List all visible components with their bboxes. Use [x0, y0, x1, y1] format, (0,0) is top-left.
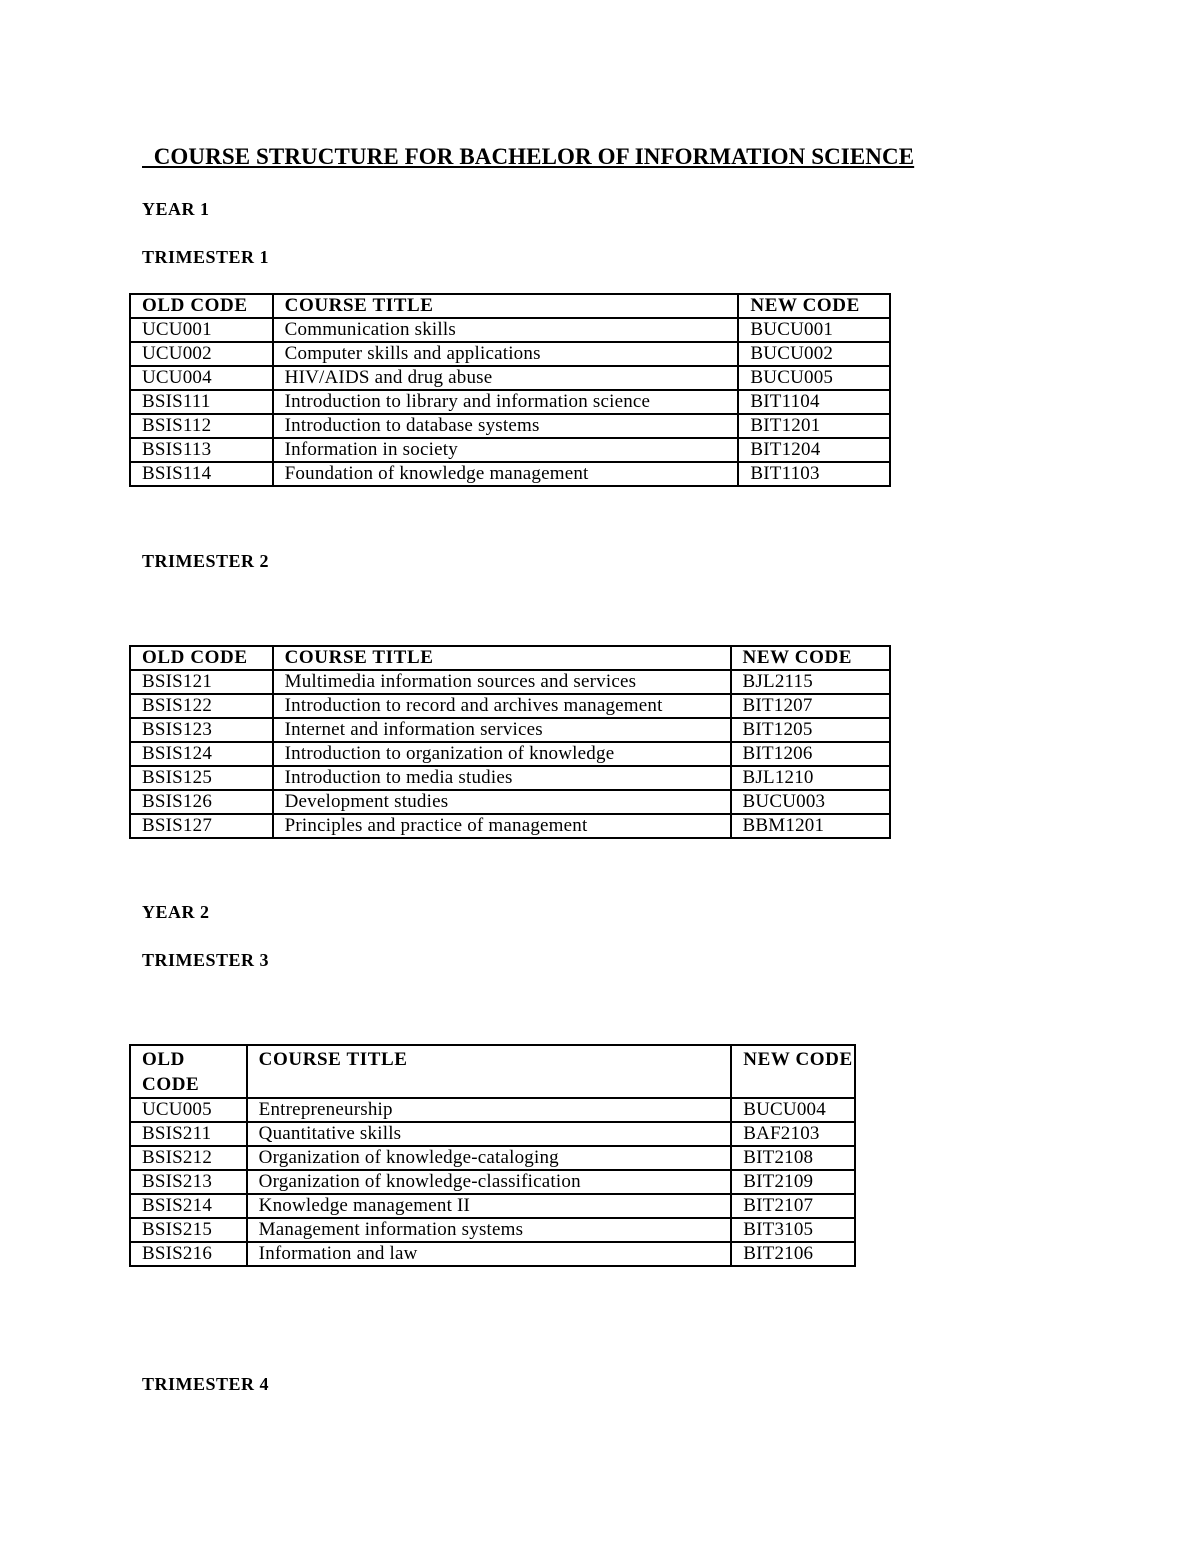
course-title-cell: Organization of knowledge-classification: [247, 1170, 732, 1194]
course-title-cell: Entrepreneurship: [247, 1098, 732, 1122]
table-row: [130, 814, 890, 838]
old-code-cell: BSIS215: [130, 1218, 247, 1242]
new-code-header: NEW CODE: [731, 1045, 855, 1098]
table-row: [130, 342, 890, 366]
year-1-heading: YEAR 1: [142, 199, 210, 219]
trimester-1-course-table: [129, 293, 891, 487]
new-code-cell: BIT1103: [738, 462, 890, 486]
course-title-cell: Principles and practice of management: [273, 814, 731, 838]
course-title-cell: Multimedia information sources and services: [273, 670, 731, 694]
course-title-cell: Development studies: [273, 790, 731, 814]
old-code-cell: BSIS214: [130, 1194, 247, 1218]
course-title-header: COURSE TITLE: [273, 646, 731, 670]
old-code-cell: UCU005: [130, 1098, 247, 1122]
course-title-cell: Introduction to library and information science: [273, 390, 739, 414]
old-code-cell: BSIS211: [130, 1122, 247, 1146]
table-header-row: [130, 1045, 855, 1098]
table-row: [130, 1122, 855, 1146]
table-row: [130, 718, 890, 742]
old-code-cell: BSIS113: [130, 438, 273, 462]
old-code-cell: BSIS212: [130, 1146, 247, 1170]
new-code-cell: BJL1210: [731, 766, 890, 790]
course-title-cell: Introduction to organization of knowledge: [273, 742, 731, 766]
old-code-cell: BSIS111: [130, 390, 273, 414]
new-code-cell: BIT1201: [738, 414, 890, 438]
course-title-cell: Computer skills and applications: [273, 342, 739, 366]
course-title-cell: Information and law: [247, 1242, 732, 1266]
table-row: [130, 390, 890, 414]
new-code-cell: BAF2103: [731, 1122, 855, 1146]
old-code-cell: BSIS213: [130, 1170, 247, 1194]
table-row: [130, 1098, 855, 1122]
year-2-heading: YEAR 2: [142, 902, 210, 922]
trimester-4-heading: TRIMESTER 4: [142, 1374, 270, 1394]
trimester-2-course-table: [129, 645, 891, 839]
table-row: [130, 742, 890, 766]
course-title-header: COURSE TITLE: [247, 1045, 732, 1098]
new-code-cell: BIT2106: [731, 1242, 855, 1266]
table-header-row: [130, 294, 890, 318]
table-row: [130, 1170, 855, 1194]
old-code-cell: BSIS121: [130, 670, 273, 694]
old-code-cell: BSIS122: [130, 694, 273, 718]
old-code-header: OLD CODE: [130, 1045, 247, 1098]
new-code-header: NEW CODE: [738, 294, 890, 318]
table-row: [130, 318, 890, 342]
page-title: COURSE STRUCTURE FOR BACHELOR OF INFORMATION SCIENCE: [142, 144, 915, 169]
new-code-cell: BIT2109: [731, 1170, 855, 1194]
old-code-cell: BSIS126: [130, 790, 273, 814]
old-code-cell: BSIS114: [130, 462, 273, 486]
new-code-cell: BUCU004: [731, 1098, 855, 1122]
old-code-cell: UCU002: [130, 342, 273, 366]
course-title-cell: Introduction to database systems: [273, 414, 739, 438]
new-code-cell: BIT1205: [731, 718, 890, 742]
new-code-cell: BIT1206: [731, 742, 890, 766]
table-row: [130, 414, 890, 438]
new-code-cell: BIT1207: [731, 694, 890, 718]
course-title-cell: Introduction to media studies: [273, 766, 731, 790]
old-code-cell: BSIS125: [130, 766, 273, 790]
old-code-cell: UCU001: [130, 318, 273, 342]
old-code-cell: BSIS127: [130, 814, 273, 838]
table-header-row: [130, 646, 890, 670]
table-row: [130, 1146, 855, 1170]
new-code-cell: BUCU005: [738, 366, 890, 390]
trimester-3-course-table: [129, 1044, 856, 1267]
course-title-cell: Organization of knowledge-cataloging: [247, 1146, 732, 1170]
course-title-cell: Management information systems: [247, 1218, 732, 1242]
course-title-cell: Communication skills: [273, 318, 739, 342]
table-row: [130, 670, 890, 694]
table-row: [130, 1194, 855, 1218]
table-row: [130, 1242, 855, 1266]
table-row: [130, 438, 890, 462]
course-title-header: COURSE TITLE: [273, 294, 739, 318]
trimester-3-heading: TRIMESTER 3: [142, 950, 270, 970]
course-title-cell: Introduction to record and archives management: [273, 694, 731, 718]
old-code-cell: BSIS112: [130, 414, 273, 438]
new-code-cell: BUCU002: [738, 342, 890, 366]
old-code-cell: BSIS123: [130, 718, 273, 742]
new-code-cell: BBM1201: [731, 814, 890, 838]
old-code-cell: UCU004: [130, 366, 273, 390]
new-code-header: NEW CODE: [731, 646, 890, 670]
course-title-cell: HIV/AIDS and drug abuse: [273, 366, 739, 390]
course-title-cell: Quantitative skills: [247, 1122, 732, 1146]
course-title-cell: Information in society: [273, 438, 739, 462]
new-code-cell: BUCU003: [731, 790, 890, 814]
course-title-cell: Knowledge management II: [247, 1194, 732, 1218]
trimester-1-heading: TRIMESTER 1: [142, 247, 270, 267]
course-title-cell: Internet and information services: [273, 718, 731, 742]
table-row: [130, 694, 890, 718]
old-code-cell: BSIS124: [130, 742, 273, 766]
new-code-cell: BIT1204: [738, 438, 890, 462]
table-row: [130, 766, 890, 790]
new-code-cell: BUCU001: [738, 318, 890, 342]
table-row: [130, 1218, 855, 1242]
trimester-2-heading: TRIMESTER 2: [142, 551, 270, 571]
course-title-cell: Foundation of knowledge management: [273, 462, 739, 486]
new-code-cell: BJL2115: [731, 670, 890, 694]
new-code-cell: BIT2107: [731, 1194, 855, 1218]
new-code-cell: BIT1104: [738, 390, 890, 414]
table-row: [130, 790, 890, 814]
old-code-cell: BSIS216: [130, 1242, 247, 1266]
table-row: [130, 462, 890, 486]
new-code-cell: BIT2108: [731, 1146, 855, 1170]
old-code-header: OLD CODE: [130, 294, 273, 318]
old-code-header: OLD CODE: [130, 646, 273, 670]
table-row: [130, 366, 890, 390]
new-code-cell: BIT3105: [731, 1218, 855, 1242]
